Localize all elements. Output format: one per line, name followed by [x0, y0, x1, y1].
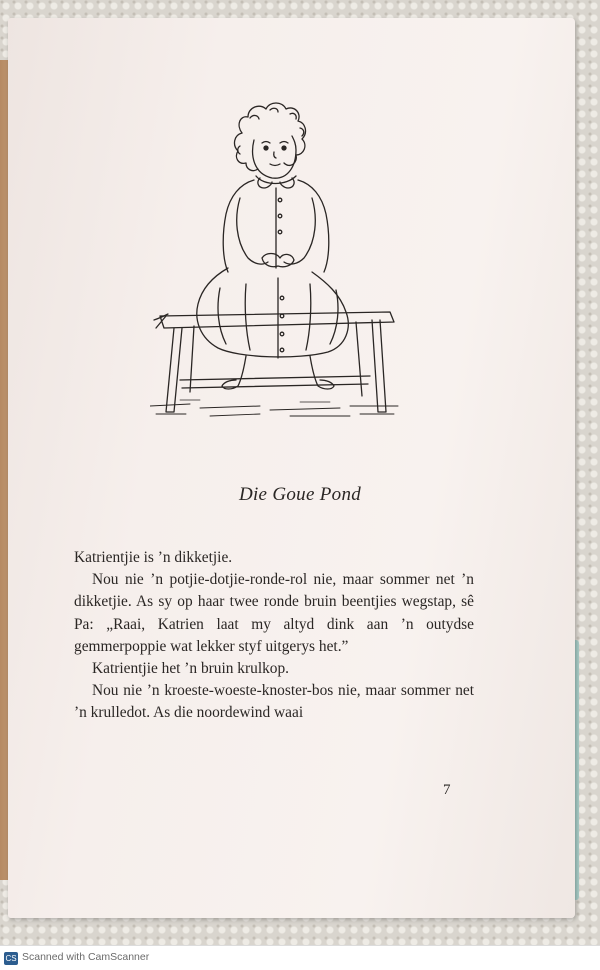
body-text	[74, 547, 474, 725]
girl-on-bench-illustration	[150, 88, 400, 423]
scanner-caption: Scanned with CamScanner	[22, 951, 150, 963]
paragraph: Katrientjie het ’n bruin krulkop.	[92, 660, 290, 678]
paragraph: Nou nie ’n kroeste-woeste-knoster-bos nie, maar sommer net ’n krulledot. As die noordewind waai	[74, 682, 474, 722]
paragraph: Nou nie ’n potjie-dotjie-ronde-rol nie, maar sommer net ’n dikketjie. As sy op haar twee ronde bruin beentjies wegstap, sê Pa: „Raai, Katrien laat my altyd dink aan ’n outydse gemmerpoppie wat lekker styf uitgerys het.”	[74, 571, 474, 655]
page-number: 7	[443, 782, 451, 798]
chapter-title: Die Goue Pond	[238, 484, 362, 505]
paragraph: Katrientjie is ’n dikketjie.	[74, 549, 233, 566]
camscanner-logo-icon: CS	[5, 954, 17, 963]
scanner-footer	[0, 945, 600, 970]
